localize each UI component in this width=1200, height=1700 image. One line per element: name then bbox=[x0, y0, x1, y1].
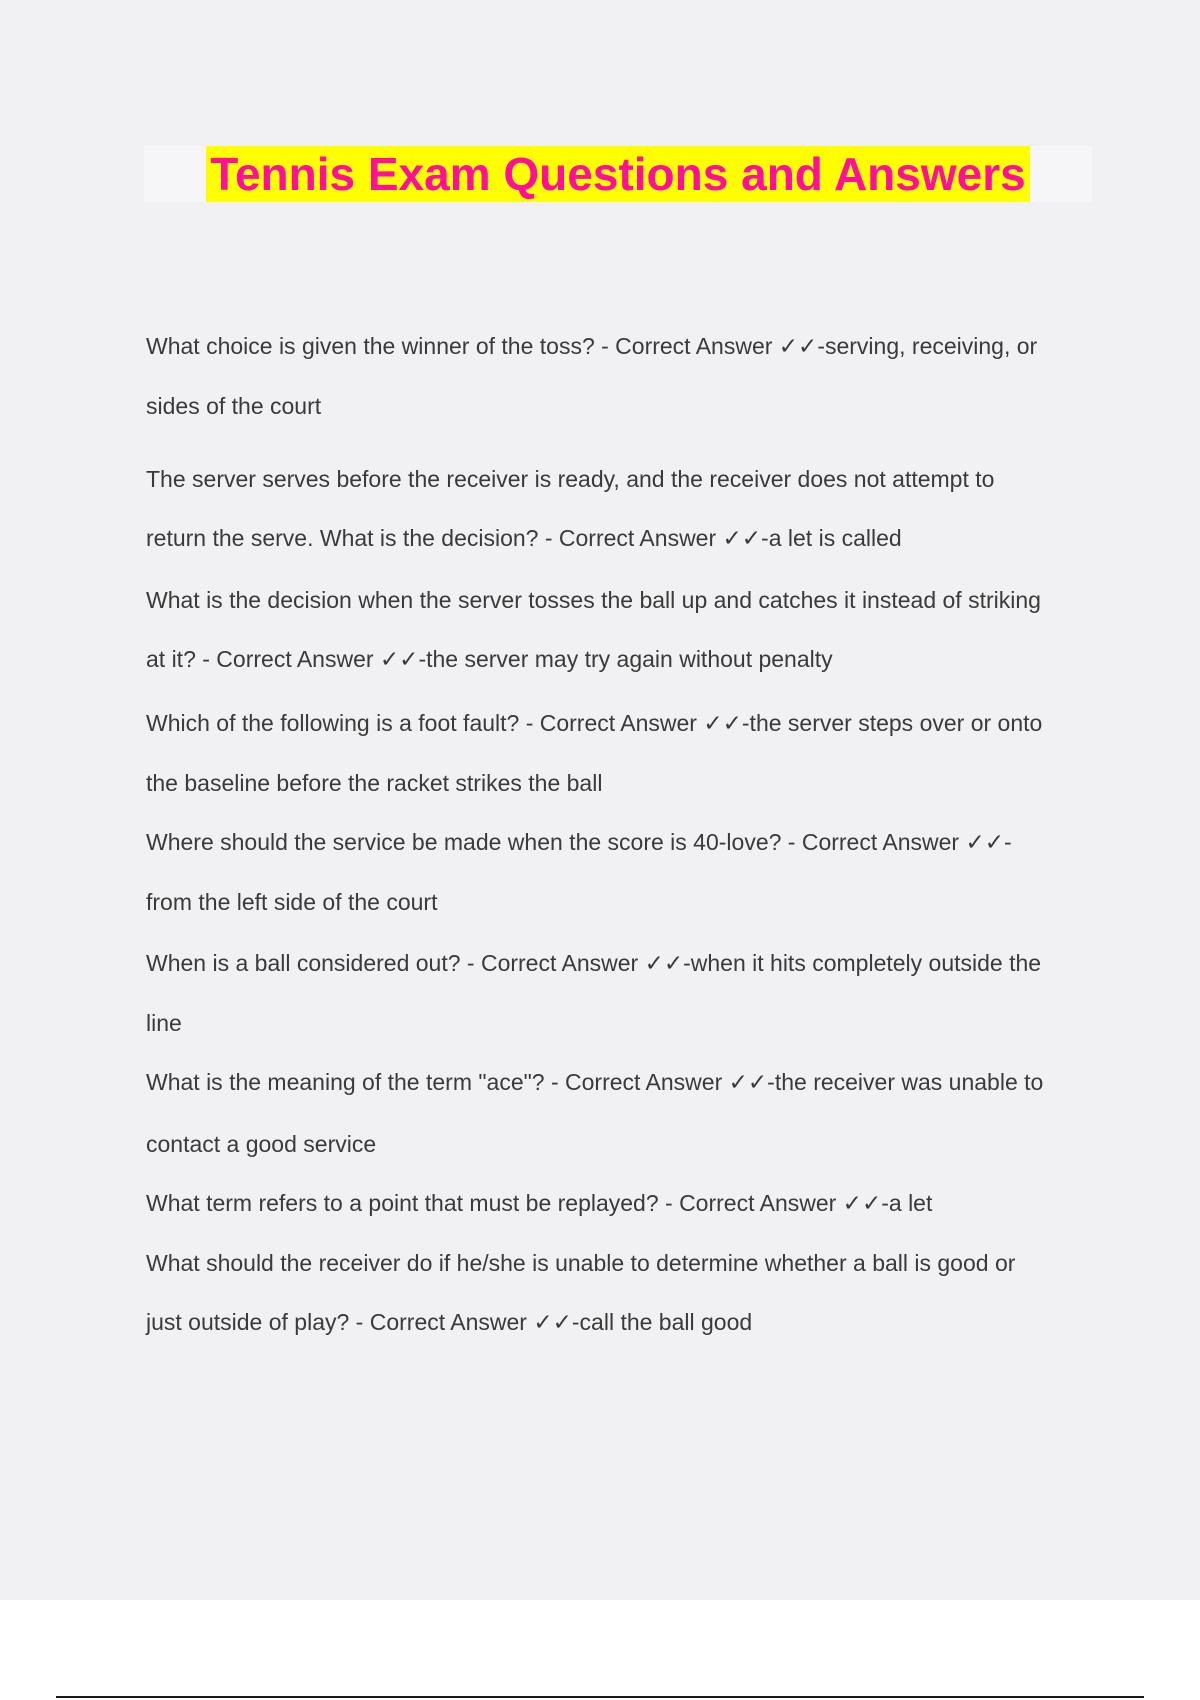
page-title: Tennis Exam Questions and Answers bbox=[206, 146, 1029, 202]
qa-7-line-1: What is the meaning of the term "ace"? - Correct Answer ✓✓-the receiver was unable to bbox=[146, 1069, 1044, 1095]
qa-5-line-2: from the left side of the court bbox=[146, 889, 438, 915]
qa-9-line-1: What should the receiver do if he/she is unable to determine whether a ball is good or bbox=[146, 1250, 1016, 1276]
qa-3-line-2: at it? - Correct Answer ✓✓-the server may try again without penalty bbox=[146, 646, 833, 672]
qa-6-line-2: line bbox=[146, 1010, 182, 1036]
qa-2-line-2: return the serve. What is the decision? - Correct Answer ✓✓-a let is called bbox=[146, 525, 902, 551]
qa-1-line-2: sides of the court bbox=[146, 393, 322, 419]
footer-rule bbox=[56, 1696, 1144, 1698]
qa-4-line-2: the baseline before the racket strikes the ball bbox=[146, 770, 603, 796]
qa-9-line-2: just outside of play? - Correct Answer ✓✓-call the ball good bbox=[146, 1309, 753, 1335]
qa-8-line-1: What term refers to a point that must be replayed? - Correct Answer ✓✓-a let bbox=[146, 1190, 933, 1216]
qa-4-line-1: Which of the following is a foot fault? - Correct Answer ✓✓-the server steps over or onto bbox=[146, 710, 1043, 736]
qa-2-line-1: The server serves before the receiver is ready, and the receiver does not attempt to bbox=[146, 466, 995, 492]
qa-6-line-1: When is a ball considered out? - Correct Answer ✓✓-when it hits completely outside the bbox=[146, 950, 1042, 976]
qa-3-line-1: What is the decision when the server tosses the ball up and catches it instead of striking bbox=[146, 587, 1041, 613]
qa-5-line-1: Where should the service be made when the score is 40-love? - Correct Answer ✓✓- bbox=[146, 829, 1012, 855]
title-banner bbox=[144, 146, 1092, 202]
qa-7-line-2: contact a good service bbox=[146, 1131, 377, 1157]
qa-1-line-1: What choice is given the winner of the toss? - Correct Answer ✓✓-serving, receiving, or bbox=[146, 333, 1038, 359]
